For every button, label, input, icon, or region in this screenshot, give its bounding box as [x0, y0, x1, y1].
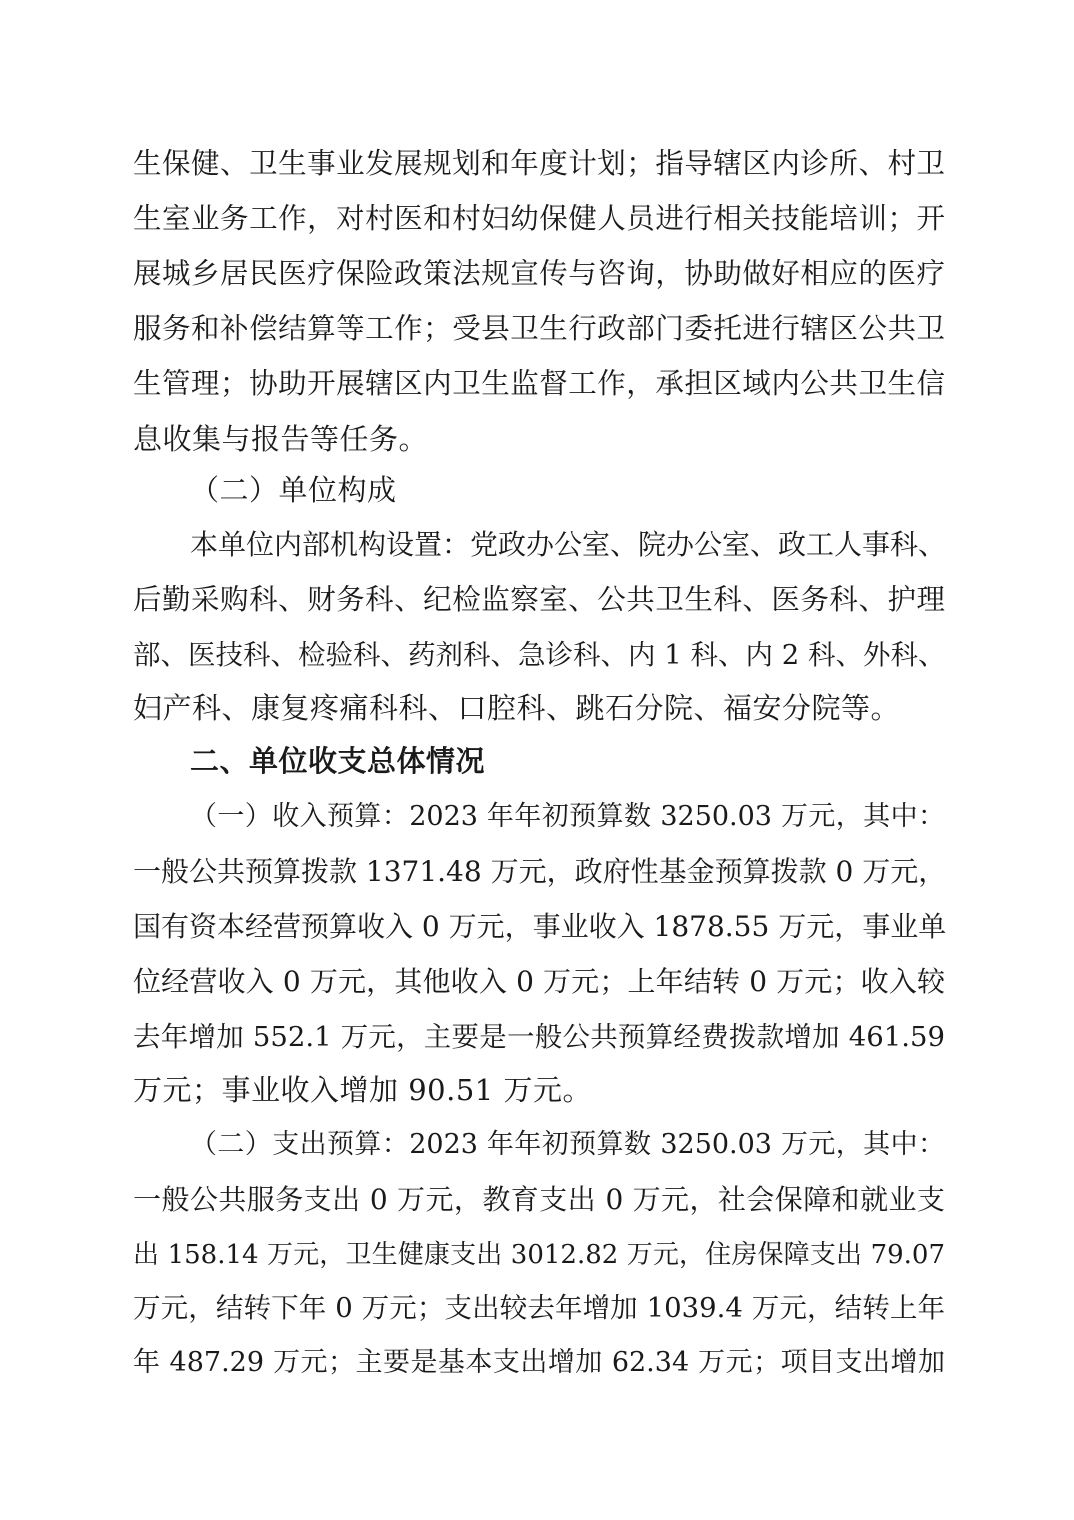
paragraph-line: 展城乡居民医疗保险政策法规宣传与咨询，协助做好相应的医疗	[133, 257, 945, 290]
paragraph-line: 去年增加 552.1 万元，主要是一般公共预算经费拨款增加 461.59	[133, 1021, 945, 1053]
paragraph-line: 万元，结转下年 0 万元；支出较去年增加 1039.4 万元，结转上年	[133, 1292, 945, 1324]
paragraph-line: 本单位内部机构设置：党政办公室、院办公室、政工人事科、	[190, 528, 947, 561]
paragraph-line: 位经营收入 0 万元，其他收入 0 万元；上年结转 0 万元；收入较	[133, 965, 945, 998]
paragraph-line: 国有资本经营预算收入 0 万元，事业收入 1878.55 万元，事业单	[133, 910, 947, 943]
paragraph-line: 一般公共预算拨款 1371.48 万元，政府性基金预算拨款 0 万元，	[133, 855, 947, 888]
paragraph-line: 一般公共服务支出 0 万元，教育支出 0 万元，社会保障和就业支	[133, 1183, 945, 1216]
subsection-heading: （二）单位构成	[190, 473, 397, 507]
paragraph-line: （二）支出预算：2023 年年初预算数 3250.03 万元，其中：	[190, 1129, 945, 1160]
paragraph-line: 年 487.29 万元；主要是基本支出增加 62.34 万元；项目支出增加	[133, 1347, 945, 1378]
paragraph-line: 后勤采购科、财务科、纪检监察室、公共卫生科、医务科、护理	[133, 583, 945, 616]
paragraph-line: 部、医技科、检验科、药剂科、急诊科、内 1 科、内 2 科、外科、	[133, 639, 946, 671]
paragraph-line: 出 158.14 万元，卫生健康支出 3012.82 万元，住房保障支出 79.07	[133, 1240, 945, 1270]
paragraph-line: 生室业务工作，对村医和村妇幼保健人员进行相关技能培训；开	[133, 202, 945, 235]
paragraph-line: 服务和补偿结算等工作；受县卫生行政部门委托进行辖区公共卫	[133, 312, 945, 345]
paragraph-line: 妇产科、康复疼痛科科、口腔科、跳石分院、福安分院等。	[133, 691, 901, 725]
paragraph-line: （一）收入预算：2023 年年初预算数 3250.03 万元，其中：	[190, 801, 945, 832]
paragraph-line: 生管理；协助开展辖区内卫生监督工作，承担区域内公共卫生信	[133, 367, 945, 400]
paragraph-line: 生保健、卫生事业发展规划和年度计划；指导辖区内诊所、村卫	[133, 147, 945, 180]
paragraph-line: 息收集与报告等任务。	[133, 422, 429, 456]
paragraph-line: 万元；事业收入增加 90.51 万元。	[133, 1073, 592, 1107]
section-heading: 二、单位收支总体情况	[190, 744, 486, 778]
